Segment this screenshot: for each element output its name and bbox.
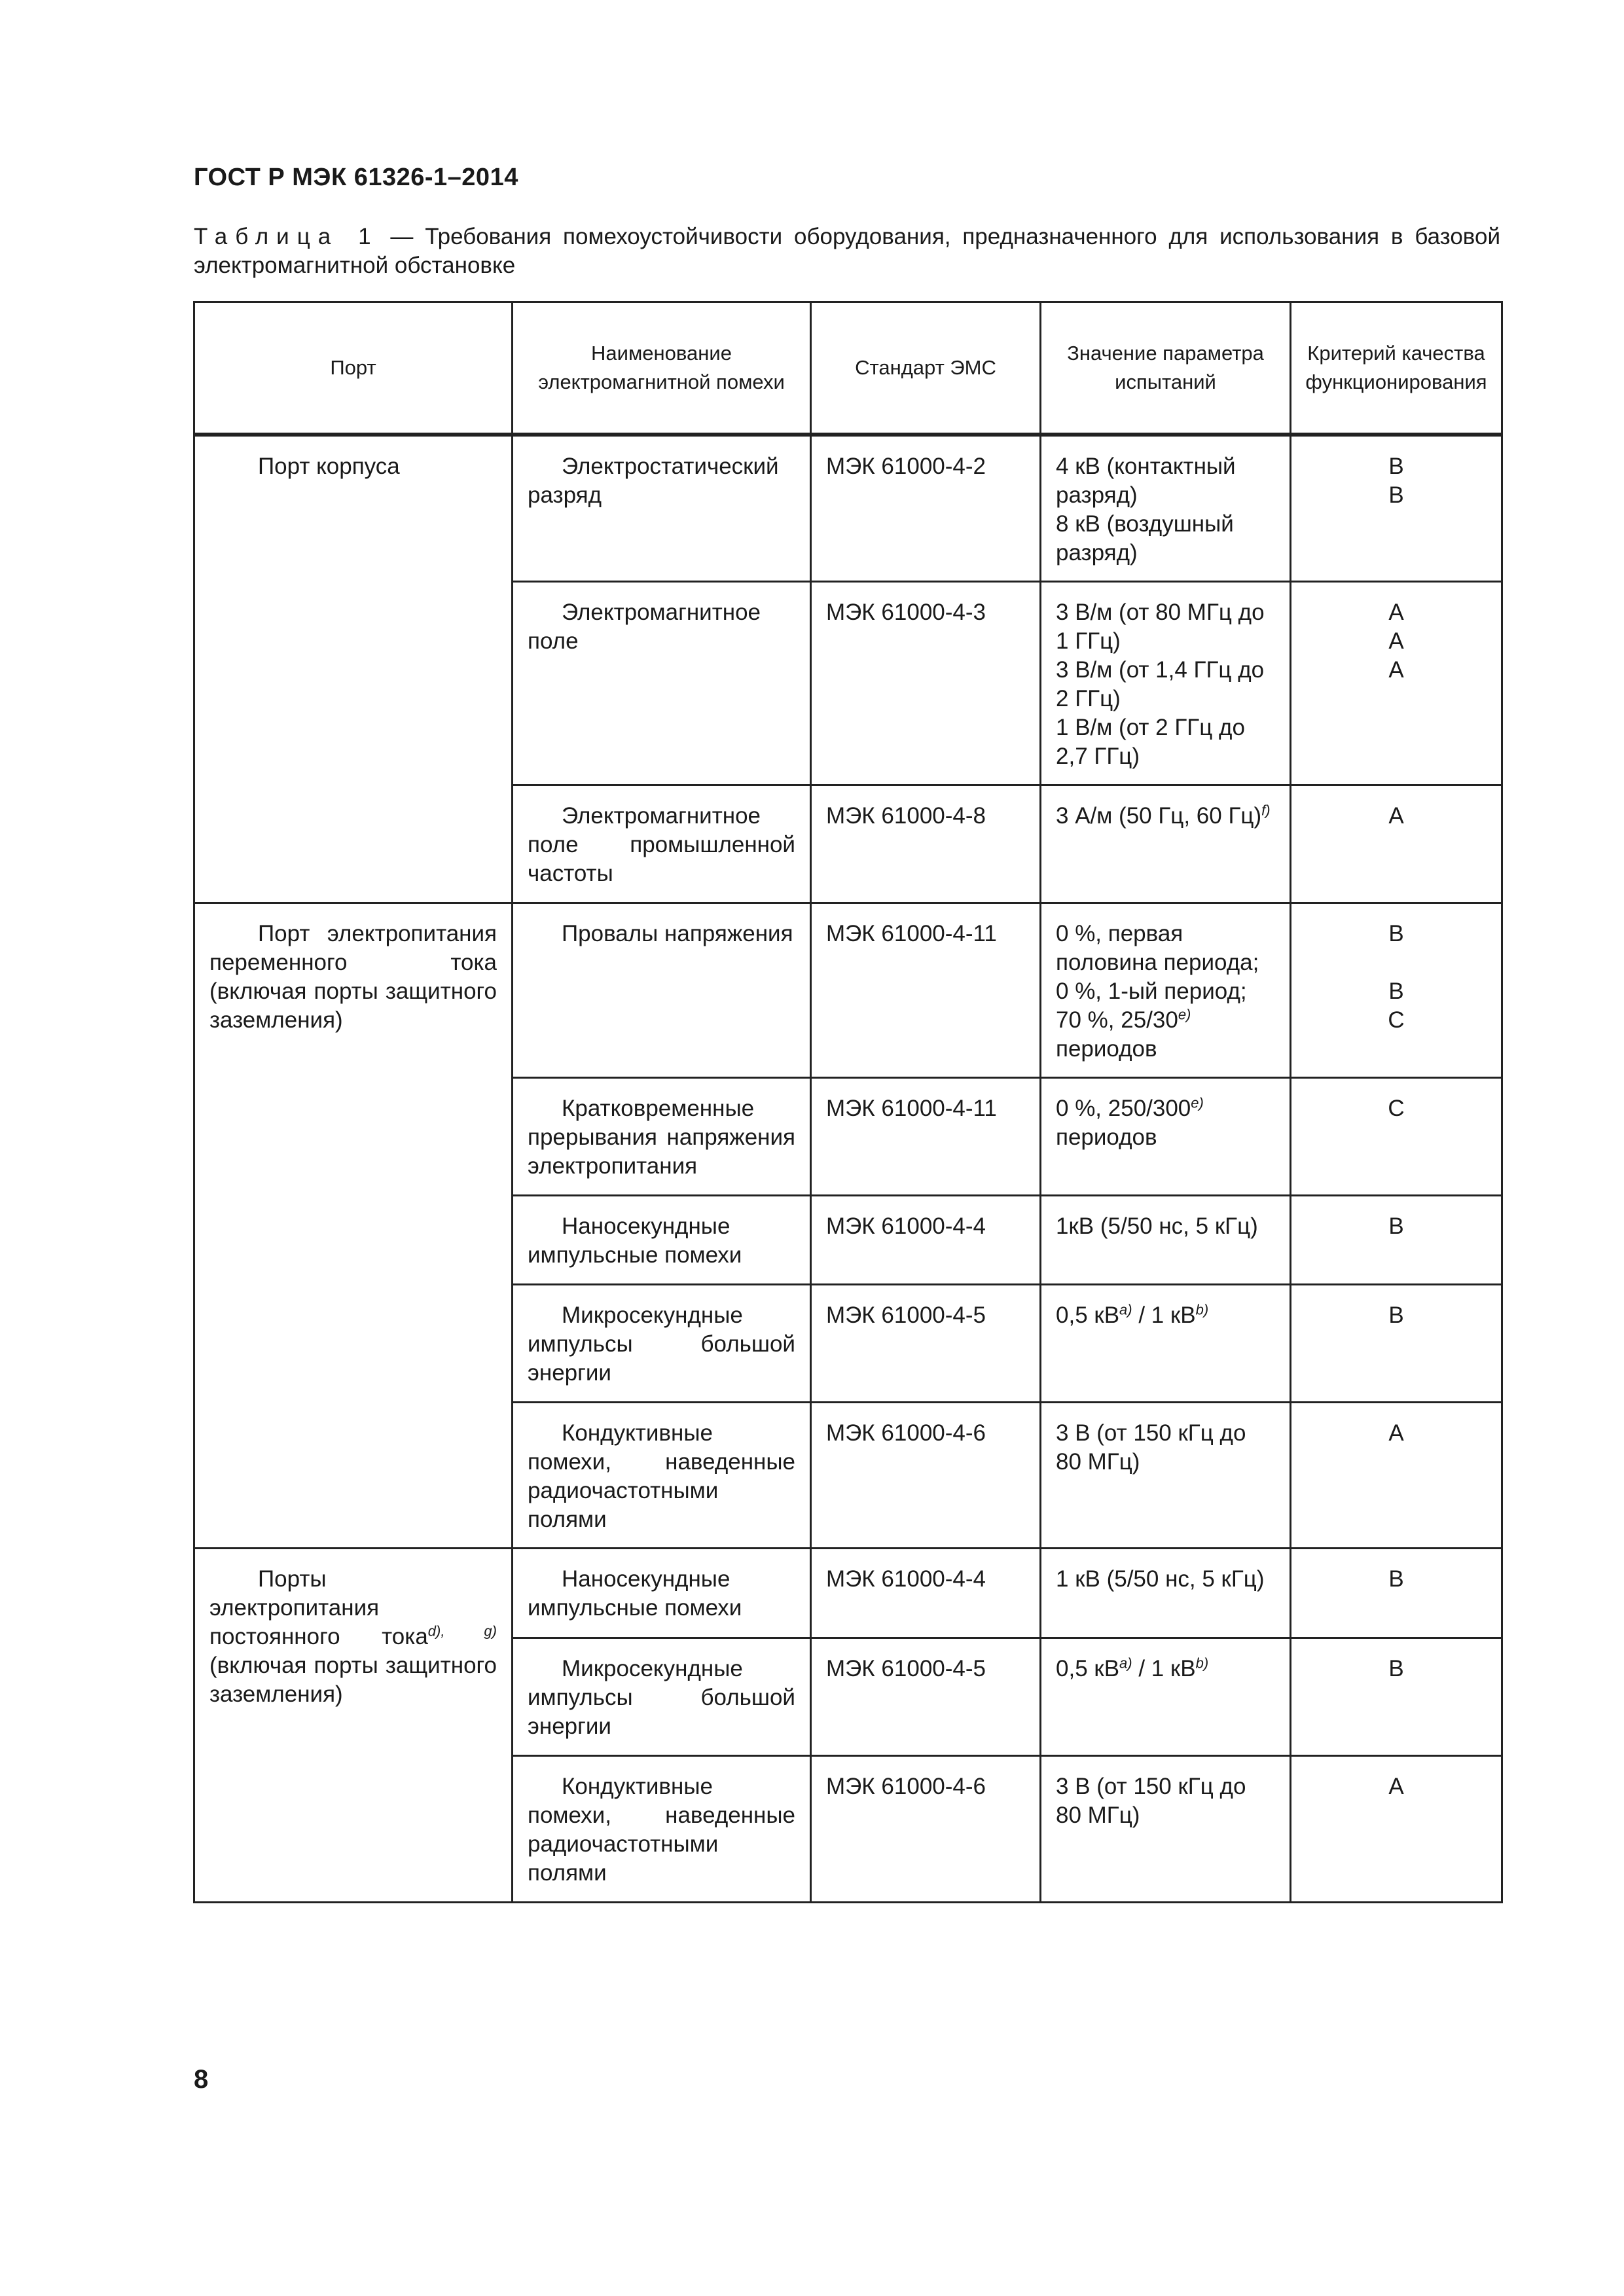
header-disturbance: Наименование электромагнитной помехи: [513, 302, 811, 435]
value-line: 3 А/м (50 Гц, 60 Гц): [1056, 803, 1262, 829]
value-cell: 3 В (от 150 кГц до 80 МГц): [1041, 1403, 1291, 1549]
standard-cell: МЭК 61000-4-6: [811, 1403, 1041, 1549]
value-cell: 1кВ (5/50 нс, 5 кГц): [1041, 1196, 1291, 1285]
criterion-cell: [1291, 1403, 1502, 1549]
criterion-cell: [1291, 435, 1502, 582]
standard-cell: МЭК 61000-4-6: [811, 1756, 1041, 1903]
table-row: [194, 903, 1502, 1078]
footnote-ref: b): [1195, 1655, 1209, 1672]
disturbance-cell: Микросекундные импульсы большой энергии: [513, 1638, 811, 1756]
disturbance-cell: Электромагнитное поле промышленной частоты: [513, 785, 811, 903]
criterion-cell: [1291, 1549, 1502, 1638]
criterion-value: B: [1388, 921, 1404, 946]
criterion-value: B: [1388, 1213, 1404, 1239]
table-row: [194, 435, 1502, 582]
criterion-cell: [1291, 1078, 1502, 1196]
criterion-value: A: [1388, 628, 1404, 654]
port-cell: Порт электропитания переменного тока (включая порты защитного заземления): [194, 903, 513, 1549]
table-row: [194, 1549, 1502, 1638]
disturbance-cell: Кондуктивные помехи, наведенные радиочастотными полями: [513, 1756, 811, 1903]
footnote-ref: e): [1178, 1006, 1191, 1023]
value-cell: [1041, 785, 1291, 903]
standard-cell: МЭК 61000-4-5: [811, 1285, 1041, 1403]
disturbance-cell: Электростатический разряд: [513, 435, 811, 582]
footnote-ref: f): [1261, 802, 1271, 819]
value-cell: [1041, 1285, 1291, 1403]
value-line: 1 В/м (от 2 ГГц до 2,7 ГГц): [1056, 715, 1245, 769]
criterion-cell: [1291, 1196, 1502, 1285]
port-cell: Порт корпуса: [194, 435, 513, 903]
value-cell: [1041, 903, 1291, 1078]
disturbance-cell: Наносекундные импульсные помехи: [513, 1196, 811, 1285]
criterion-value: A: [1388, 600, 1404, 625]
port-fragment: Порты электропитания постоянного тока: [209, 1566, 428, 1649]
value-line: 3 В/м (от 1,4 ГГц до 2 ГГц): [1056, 657, 1265, 711]
value-fragment: 0 %, 250/300: [1056, 1096, 1191, 1121]
value-line: [1056, 1006, 1275, 1064]
standard-cell: МЭК 61000-4-5: [811, 1638, 1041, 1756]
standard-cell: МЭК 61000-4-11: [811, 1078, 1041, 1196]
value-line: 3 В/м (от 80 МГц до 1 ГГц): [1056, 600, 1265, 654]
footnote-ref: e): [1191, 1094, 1204, 1111]
disturbance-cell: Провалы напряжения: [513, 903, 811, 1078]
value-fragment: периодов: [1056, 1124, 1157, 1150]
header-standard: Стандарт ЭМС: [811, 302, 1041, 435]
standard-cell: МЭК 61000-4-2: [811, 435, 1041, 582]
value-line: 0 %, первая половина периода;: [1056, 921, 1259, 975]
criterion-value: C: [1388, 1096, 1405, 1121]
standard-cell: МЭК 61000-4-8: [811, 785, 1041, 903]
criterion-cell: [1291, 582, 1502, 785]
value-cell: 1 кВ (5/50 нс, 5 кГц): [1041, 1549, 1291, 1638]
header-port: Порт: [194, 302, 513, 435]
value-cell: [1041, 435, 1291, 582]
value-cell: [1041, 582, 1291, 785]
value-line: 0 %, 1-ый период;: [1056, 978, 1247, 1004]
value-cell: [1041, 1638, 1291, 1756]
disturbance-cell: Микросекундные импульсы большой энергии: [513, 1285, 811, 1403]
value-fragment: / 1 кВ: [1138, 1656, 1196, 1681]
criterion-cell: [1291, 1756, 1502, 1903]
criterion-value: A: [1388, 803, 1404, 829]
criterion-value: B: [1388, 454, 1404, 479]
footnote-ref: a): [1119, 1655, 1132, 1672]
header-value: Значение параметра испытаний: [1041, 302, 1291, 435]
disturbance-cell: Электромагнитное поле: [513, 582, 811, 785]
document-header: ГОСТ Р МЭК 61326-1–2014: [194, 164, 518, 191]
value-fragment: / 1 кВ: [1138, 1302, 1196, 1328]
value-fragment: 0,5 кВ: [1056, 1656, 1120, 1681]
criterion-value: B: [1388, 1566, 1404, 1592]
standard-cell: МЭК 61000-4-4: [811, 1549, 1041, 1638]
disturbance-cell: Кратковременные прерывания напряжения электропитания: [513, 1078, 811, 1196]
header-criterion: Критерий качества функционирования: [1291, 302, 1502, 435]
disturbance-cell: Кондуктивные помехи, наведенные радиочастотными полями: [513, 1403, 811, 1549]
criterion-cell: [1291, 903, 1502, 1078]
criterion-value: A: [1388, 657, 1404, 683]
criterion-cell: [1291, 785, 1502, 903]
table-header-row: [194, 302, 1502, 435]
table-caption-label: Таблица 1: [194, 224, 379, 249]
value-line: 8 кВ (воздушный разряд): [1056, 511, 1234, 565]
footnote-ref: d), g): [427, 1623, 497, 1640]
standard-cell: МЭК 61000-4-3: [811, 582, 1041, 785]
criterion-value: C: [1388, 1007, 1405, 1033]
criterion-value: B: [1388, 1302, 1404, 1328]
value-fragment: 70 %, 25/30: [1056, 1007, 1178, 1033]
criterion-value: B: [1388, 978, 1404, 1004]
value-fragment: 0,5 кВ: [1056, 1302, 1120, 1328]
disturbance-cell: Наносекундные импульсные помехи: [513, 1549, 811, 1638]
page-number: 8: [194, 2065, 209, 2094]
criterion-value: A: [1388, 1774, 1404, 1799]
value-cell: 3 В (от 150 кГц до 80 МГц): [1041, 1756, 1291, 1903]
port-cell: [194, 1549, 513, 1903]
criterion-value: B: [1388, 482, 1404, 508]
value-line: 4 кВ (контактный разряд): [1056, 454, 1236, 508]
footnote-ref: b): [1195, 1301, 1209, 1318]
table-caption-text: — Требования помехоустойчивости оборудования, предназначенного для использования в базовой электромагнитной обстановке: [194, 224, 1501, 278]
criterion-cell: [1291, 1638, 1502, 1756]
port-fragment: (включая порты защитного заземления): [209, 1653, 497, 1707]
table-caption: [194, 223, 1500, 280]
standard-cell: МЭК 61000-4-11: [811, 903, 1041, 1078]
footnote-ref: a): [1119, 1301, 1132, 1318]
immunity-requirements-table: [193, 301, 1503, 1903]
value-cell: [1041, 1078, 1291, 1196]
criterion-cell: [1291, 1285, 1502, 1403]
criterion-value: B: [1388, 1656, 1404, 1681]
criterion-value: A: [1388, 1420, 1404, 1446]
standard-cell: МЭК 61000-4-4: [811, 1196, 1041, 1285]
value-fragment: периодов: [1056, 1036, 1157, 1062]
